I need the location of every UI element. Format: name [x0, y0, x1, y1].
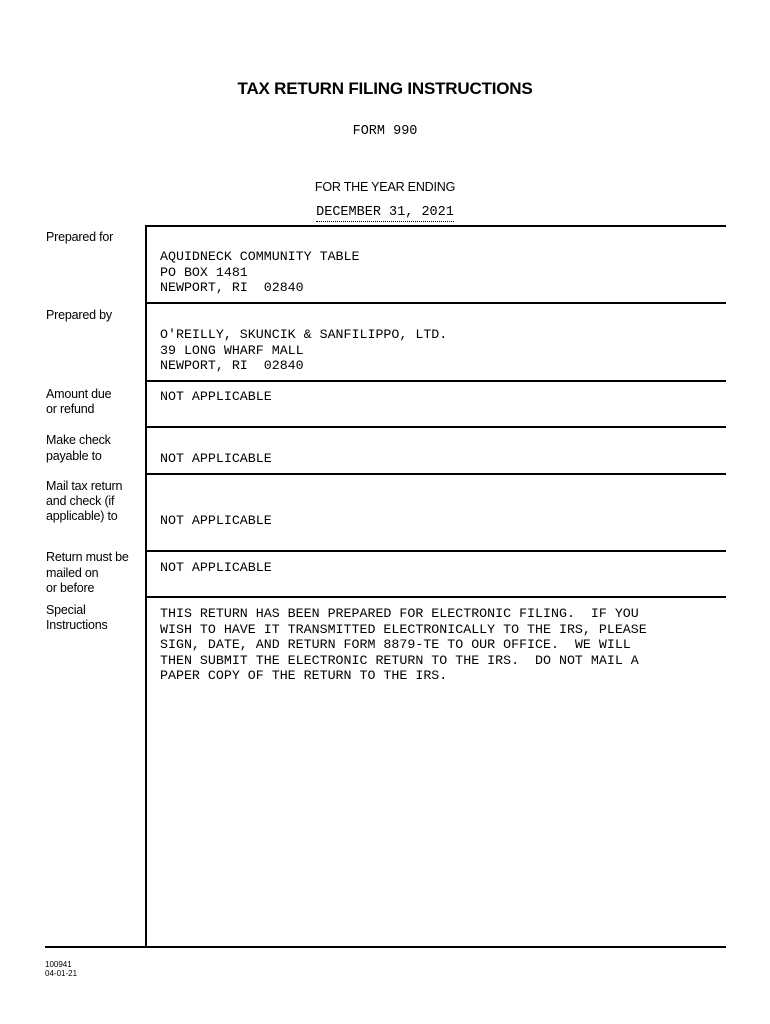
mail-return-label-1: Mail tax return	[46, 479, 123, 493]
prepared-for-line-1: AQUIDNECK COMMUNITY TABLE	[160, 249, 360, 264]
row-divider-3	[145, 426, 726, 428]
special-instructions-label-2: Instructions	[46, 618, 108, 632]
prepared-by-line-2: 39 LONG WHARF MALL	[160, 343, 304, 358]
deadline-label-3: or before	[46, 581, 95, 595]
document-title: TAX RETURN FILING INSTRUCTIONS	[237, 79, 533, 98]
prepared-by-label: Prepared by	[46, 308, 112, 322]
label-column-divider	[145, 226, 147, 947]
year-ending-value: DECEMBER 31, 2021	[316, 205, 454, 220]
year-ending-field	[0, 202, 770, 220]
make-check-value: NOT APPLICABLE	[160, 451, 272, 466]
special-instructions-line-1: THIS RETURN HAS BEEN PREPARED FOR ELECTRONIC FILING. IF YOU	[160, 606, 639, 621]
row-divider-4	[145, 473, 726, 475]
mail-return-value: NOT APPLICABLE	[160, 513, 272, 528]
row-divider-6	[145, 596, 726, 598]
footer-code: 100941	[45, 960, 72, 969]
form-number: FORM 990	[352, 124, 418, 139]
special-instructions-label-1: Special	[46, 603, 86, 617]
mail-return-label-3: applicable) to	[46, 509, 118, 523]
year-ending-label: FOR THE YEAR ENDING	[314, 180, 456, 194]
row-divider-1	[145, 302, 726, 304]
prepared-for-line-2: PO BOX 1481	[160, 265, 248, 280]
prepared-for-line-3: NEWPORT, RI 02840	[160, 280, 304, 295]
amount-due-label-2: or refund	[46, 402, 95, 416]
special-instructions-line-5: PAPER COPY OF THE RETURN TO THE IRS.	[160, 668, 448, 683]
amount-due-label-1: Amount due	[46, 387, 112, 401]
make-check-label-1: Make check	[46, 433, 111, 447]
deadline-label-1: Return must be	[46, 550, 129, 564]
deadline-label-2: mailed on	[46, 566, 99, 580]
deadline-value: NOT APPLICABLE	[160, 560, 272, 575]
special-instructions-line-3: SIGN, DATE, AND RETURN FORM 8879-TE TO OUR OFFICE. WE WILL	[160, 637, 631, 652]
special-instructions-line-2: WISH TO HAVE IT TRANSMITTED ELECTRONICALLY TO THE IRS, PLEASE	[160, 622, 647, 637]
mail-return-label-2: and check (if	[46, 494, 115, 508]
row-divider-5	[145, 550, 726, 552]
table-top-border	[145, 225, 726, 227]
special-instructions-line-4: THEN SUBMIT THE ELECTRONIC RETURN TO THE IRS. DO NOT MAIL A	[160, 653, 639, 668]
prepared-by-line-3: NEWPORT, RI 02840	[160, 358, 304, 373]
footer-date: 04-01-21	[45, 969, 78, 978]
row-divider-2	[145, 380, 726, 382]
make-check-label-2: payable to	[46, 449, 102, 463]
amount-due-value: NOT APPLICABLE	[160, 389, 272, 404]
prepared-by-line-1: O'REILLY, SKUNCIK & SANFILIPPO, LTD.	[160, 327, 448, 342]
prepared-for-label: Prepared for	[46, 230, 114, 244]
form-footer	[45, 960, 77, 978]
table-bottom-border	[45, 946, 726, 948]
